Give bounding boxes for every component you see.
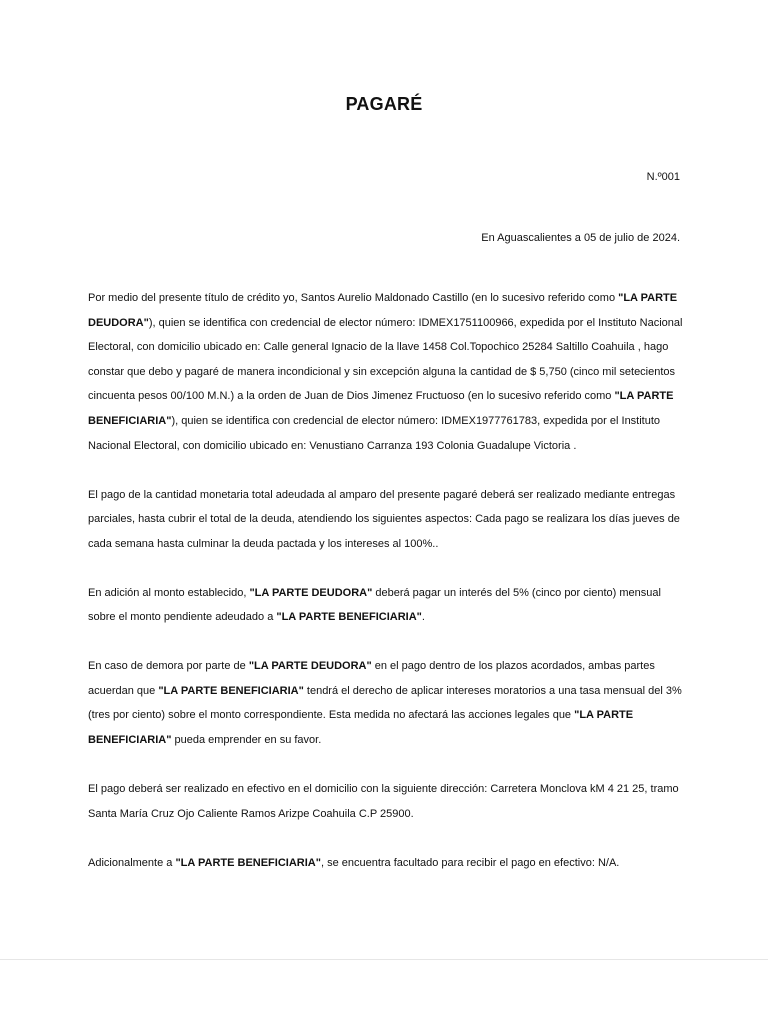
bold-party-beneficiary: "LA PARTE BENEFICIARIA" bbox=[175, 856, 321, 869]
place-and-date: En Aguascalientes a 05 de julio de 2024. bbox=[481, 232, 680, 244]
page-gap bbox=[0, 960, 768, 1024]
bold-party-beneficiary: "LA PARTE BENEFICIARIA" bbox=[158, 684, 304, 697]
bold-party-debtor: "LA PARTE DEUDORA" bbox=[248, 660, 372, 673]
paragraph-interest bbox=[88, 581, 688, 630]
text-segment: tendrá el derecho de aplicar intereses moratorios a una tasa mensual del 3% (tres por ciento) sobre el monto correspondiente. Esta medida no afectará las acciones legales que bbox=[88, 684, 682, 722]
text-segment: , se encuentra facultado para recibir el pago en efectivo: N/A. bbox=[320, 856, 620, 869]
text-segment: En caso de demora por parte de bbox=[88, 660, 249, 673]
text-segment: Por medio del presente título de crédito yo, Santos Aurelio Maldonado Castillo (en lo sucesivo referido como bbox=[88, 292, 619, 304]
text-segment: El pago de la cantidad monetaria total adeudada al amparo del presente pagaré deberá ser realizado mediante entregas parciales, hasta cubrir el total de la deuda, atendiendo los siguientes aspectos: Cada pago se realizara los días jueves de cada semana hasta culminar la deuda pactada y los intereses al 100%.. bbox=[88, 488, 680, 550]
paragraph-authorized-receiver bbox=[88, 851, 688, 876]
paragraph-debt-statement bbox=[88, 286, 688, 458]
text-segment: Adicionalmente a bbox=[88, 856, 176, 869]
text-segment: . bbox=[421, 611, 425, 624]
document-body bbox=[88, 286, 688, 900]
bold-party-debtor: "LA PARTE DEUDORA" bbox=[88, 292, 678, 329]
paragraph-payment-terms bbox=[88, 483, 688, 557]
paragraph-late-interest bbox=[88, 654, 688, 752]
document-number: N.º001 bbox=[646, 171, 680, 183]
document-title: PAGARÉ bbox=[345, 94, 423, 114]
bold-party-beneficiary: "LA PARTE BENEFICIARIA" bbox=[88, 390, 674, 427]
text-segment: El pago deberá ser realizado en efectivo en el domicilio con la siguiente dirección: Carretera Monclova kM 4 21 25, tramo Santa María Cruz Ojo Caliente Ramos Arizpe Coahuila C.P 25900. bbox=[88, 783, 679, 820]
paragraph-payment-address bbox=[88, 777, 688, 826]
bold-party-debtor: "LA PARTE DEUDORA" bbox=[249, 586, 373, 599]
text-segment: ), quien se identifica con credencial de elector número: IDMEX1977761783, expedida por el Instituto Nacional Electoral, con domicilio ubicado en: Venustiano Carranza 193 Colonia Guadalupe Victoria . bbox=[88, 414, 661, 452]
bold-party-beneficiary: "LA PARTE BENEFICIARIA" bbox=[88, 709, 634, 747]
text-segment: deberá pagar un interés del 5% (cinco por ciento) mensual sobre el monto pendiente adeudado a bbox=[88, 586, 661, 624]
text-segment: En adición al monto establecido, bbox=[88, 586, 250, 599]
bold-party-beneficiary: "LA PARTE BENEFICIARIA" bbox=[276, 611, 422, 624]
text-segment: pueda emprender en su favor. bbox=[171, 734, 322, 747]
text-segment: en el pago dentro de los plazos acordados, ambas partes acuerdan que bbox=[88, 660, 655, 697]
text-segment: ), quien se identifica con credencial de elector número: IDMEX1751100966, expedida por el Instituto Nacional Electoral, con domicilio ubicado en: Calle general Ignacio de la llave 1458 Col.Topochico 25284 Saltillo Coahuila , hago constar que debo y pagaré de manera incondicional y sin excepción alguna la cantidad de $ 5,750 (cinco mil setecientos cincuenta pesos 00/100 M.N.) a la orden de Juan de Dios Jimenez Fructuoso (en lo sucesivo referido como bbox=[88, 316, 683, 403]
